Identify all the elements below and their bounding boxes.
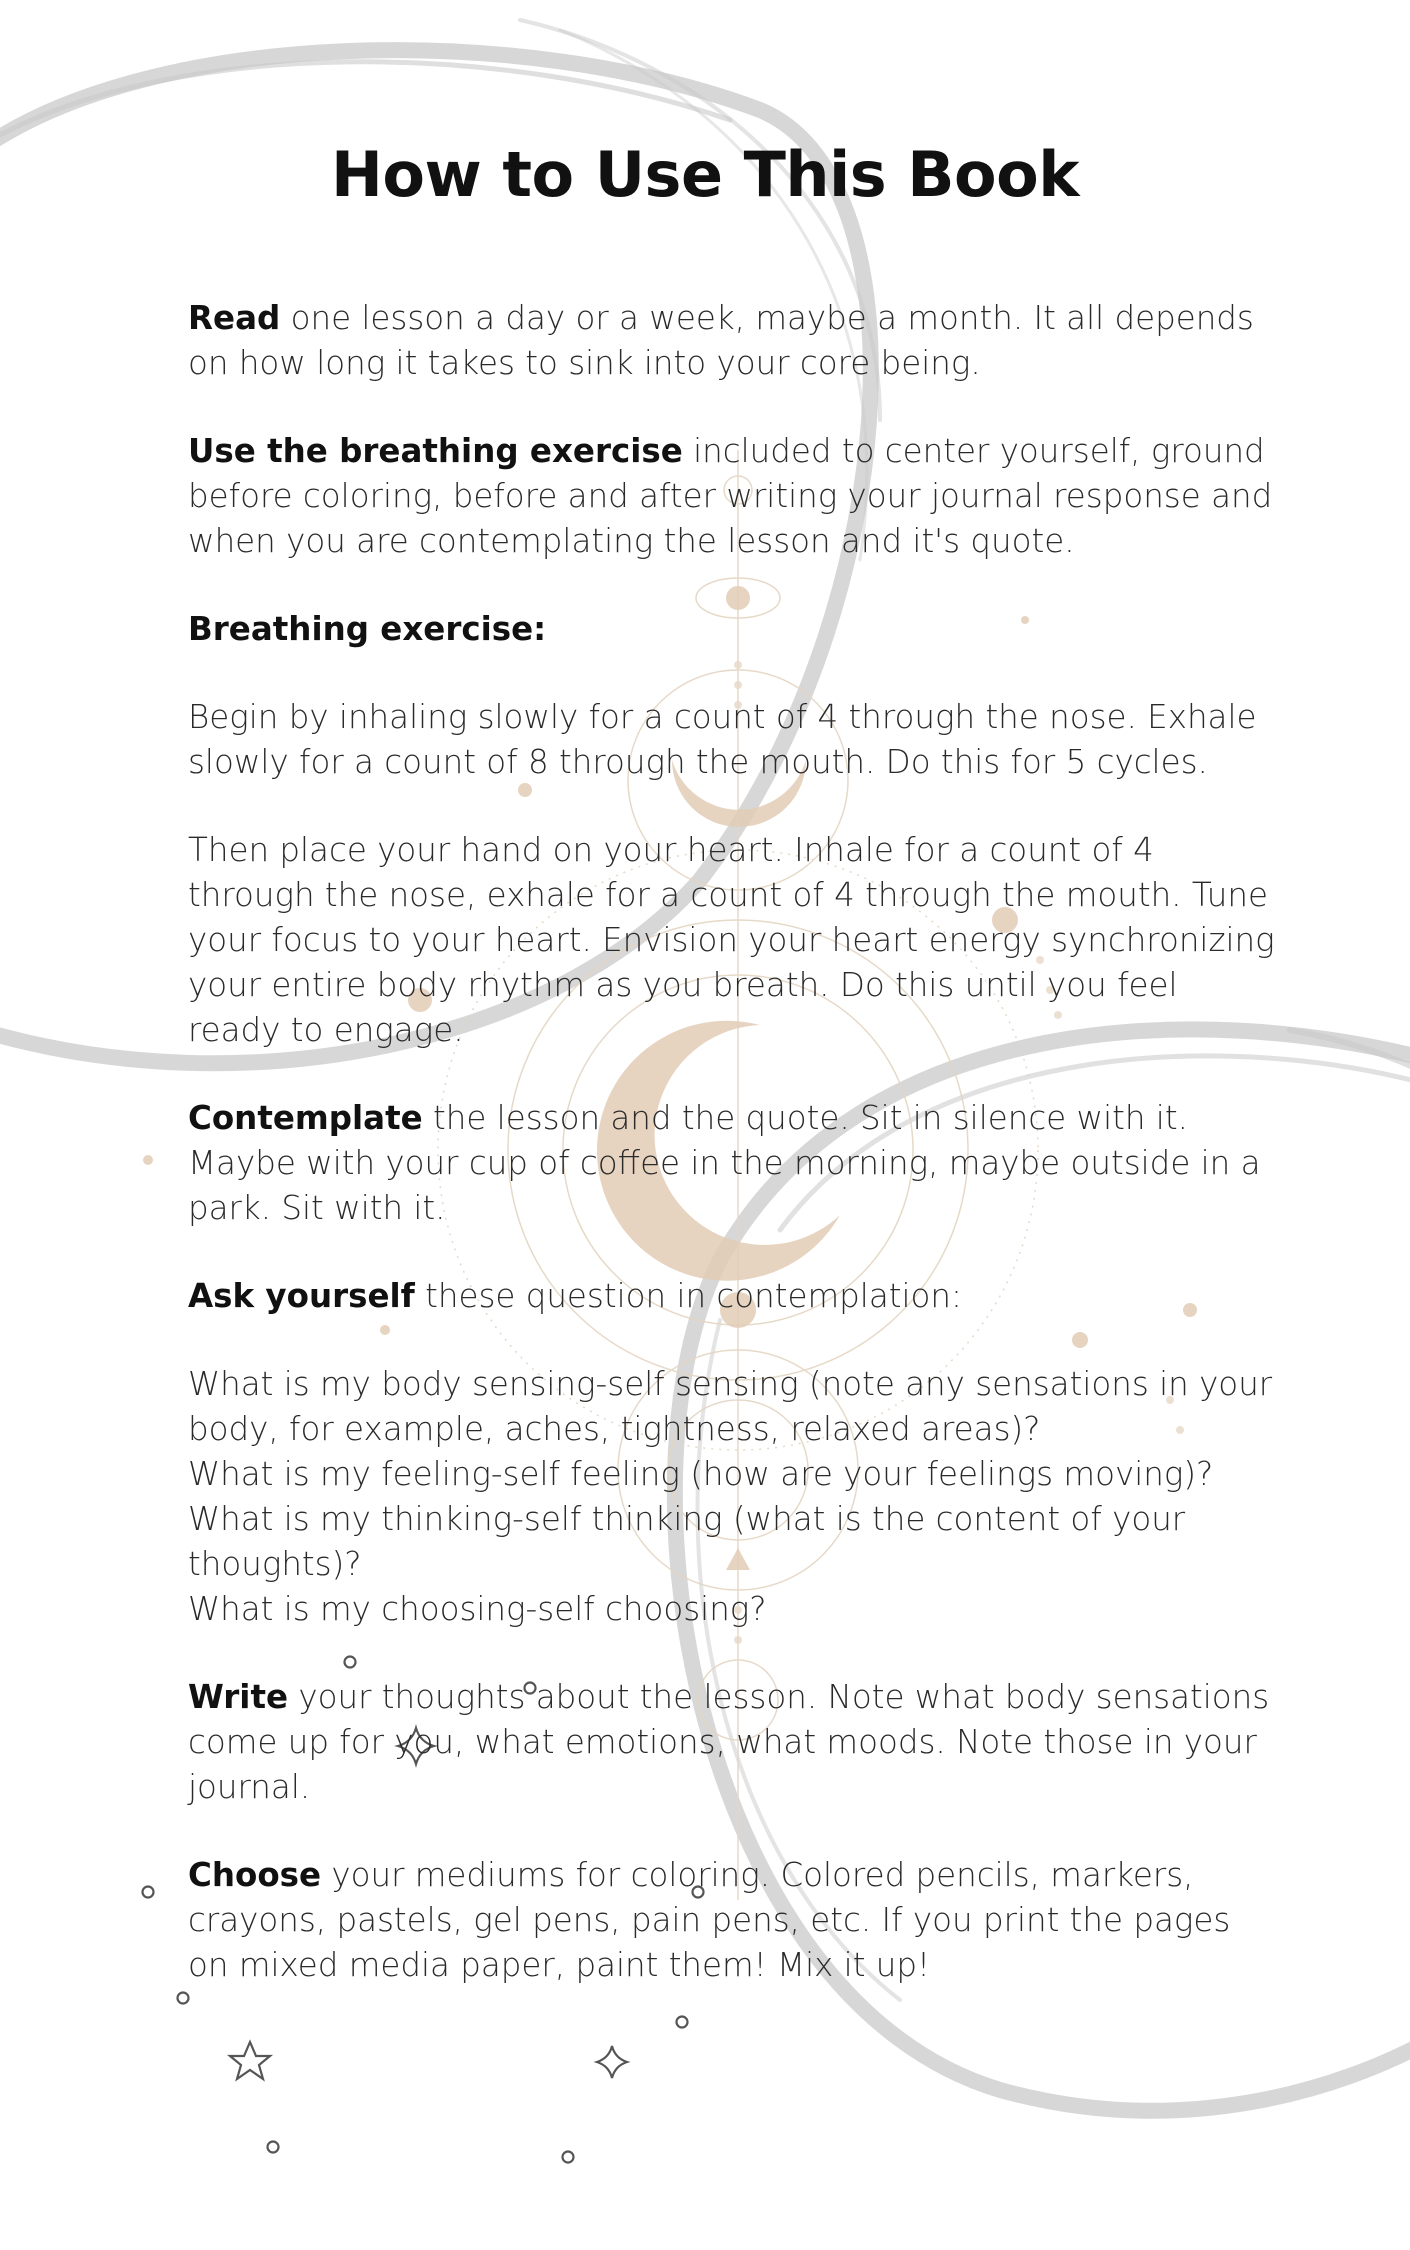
breathing-step-1: Begin by inhaling slowly for a count of 4 through the nose. Exhale slowly for a count of 8 through the mouth. Do this for 5 cycles.: [188, 698, 1257, 781]
contemplate-lead: Contemplate: [188, 1099, 423, 1137]
choose-paragraph: Choose your mediums for coloring. Colored pencils, markers, crayons, pastels, gel pens, pain pens, etc. If you print the pages on mixed media paper, paint them! Mix it up!: [188, 1856, 1231, 1984]
ask-lead: Ask yourself: [188, 1277, 415, 1315]
question-item: What is my thinking-self thinking (what is the content of your thoughts)?: [188, 1500, 1186, 1583]
breathing-step-2: Then place your hand on your heart. Inhale for a count of 4 through the nose, exhale for a count of 4 through the mouth. Tune your focus to your heart. Envision your heart energy synchronizing your entire body rhythm as you breath. Do this until you feel ready to engage.: [188, 831, 1275, 1049]
read-paragraph: Read one lesson a day or a week, maybe a month. It all depends on how long it takes to sink into your core being.: [188, 299, 1254, 382]
contemplate-paragraph: Contemplate the lesson and the quote. Sit in silence with it. Maybe with your cup of coffee in the morning, maybe outside in a park. Sit with it.: [188, 1099, 1261, 1227]
question-item: What is my choosing-self choosing?: [188, 1590, 767, 1628]
breathing-use-lead: Use the breathing exercise: [188, 432, 683, 470]
page-title: How to Use This Book: [331, 138, 1079, 211]
sparkle-star-icon: [230, 2042, 270, 2079]
breathing-heading: Breathing exercise:: [188, 610, 547, 648]
breathing-use-paragraph: Use the breathing exercise included to center yourself, ground before coloring, before and after writing your journal response and when you are contemplating the lesson and it's quote.: [188, 432, 1273, 560]
small-circle-icon: [143, 1887, 154, 1898]
write-lead: Write: [188, 1678, 289, 1716]
question-item: What is my body sensing-self sensing (note any sensations in your body, for example, aches, tightness, relaxed areas)?: [188, 1365, 1273, 1448]
question-item: What is my feeling-self feeling (how are your feelings moving)?: [188, 1455, 1214, 1493]
instructions-body: [188, 296, 1278, 2031]
write-paragraph: Write your thoughts about the lesson. Note what body sensations come up for you, what emotions, what moods. Note those in your journal.: [188, 1678, 1270, 1806]
choose-lead: Choose: [188, 1856, 322, 1894]
read-lead: Read: [188, 299, 281, 337]
ask-paragraph: Ask yourself these question in contemplation:: [188, 1277, 962, 1315]
sparkle-star-icon: [597, 2046, 627, 2078]
